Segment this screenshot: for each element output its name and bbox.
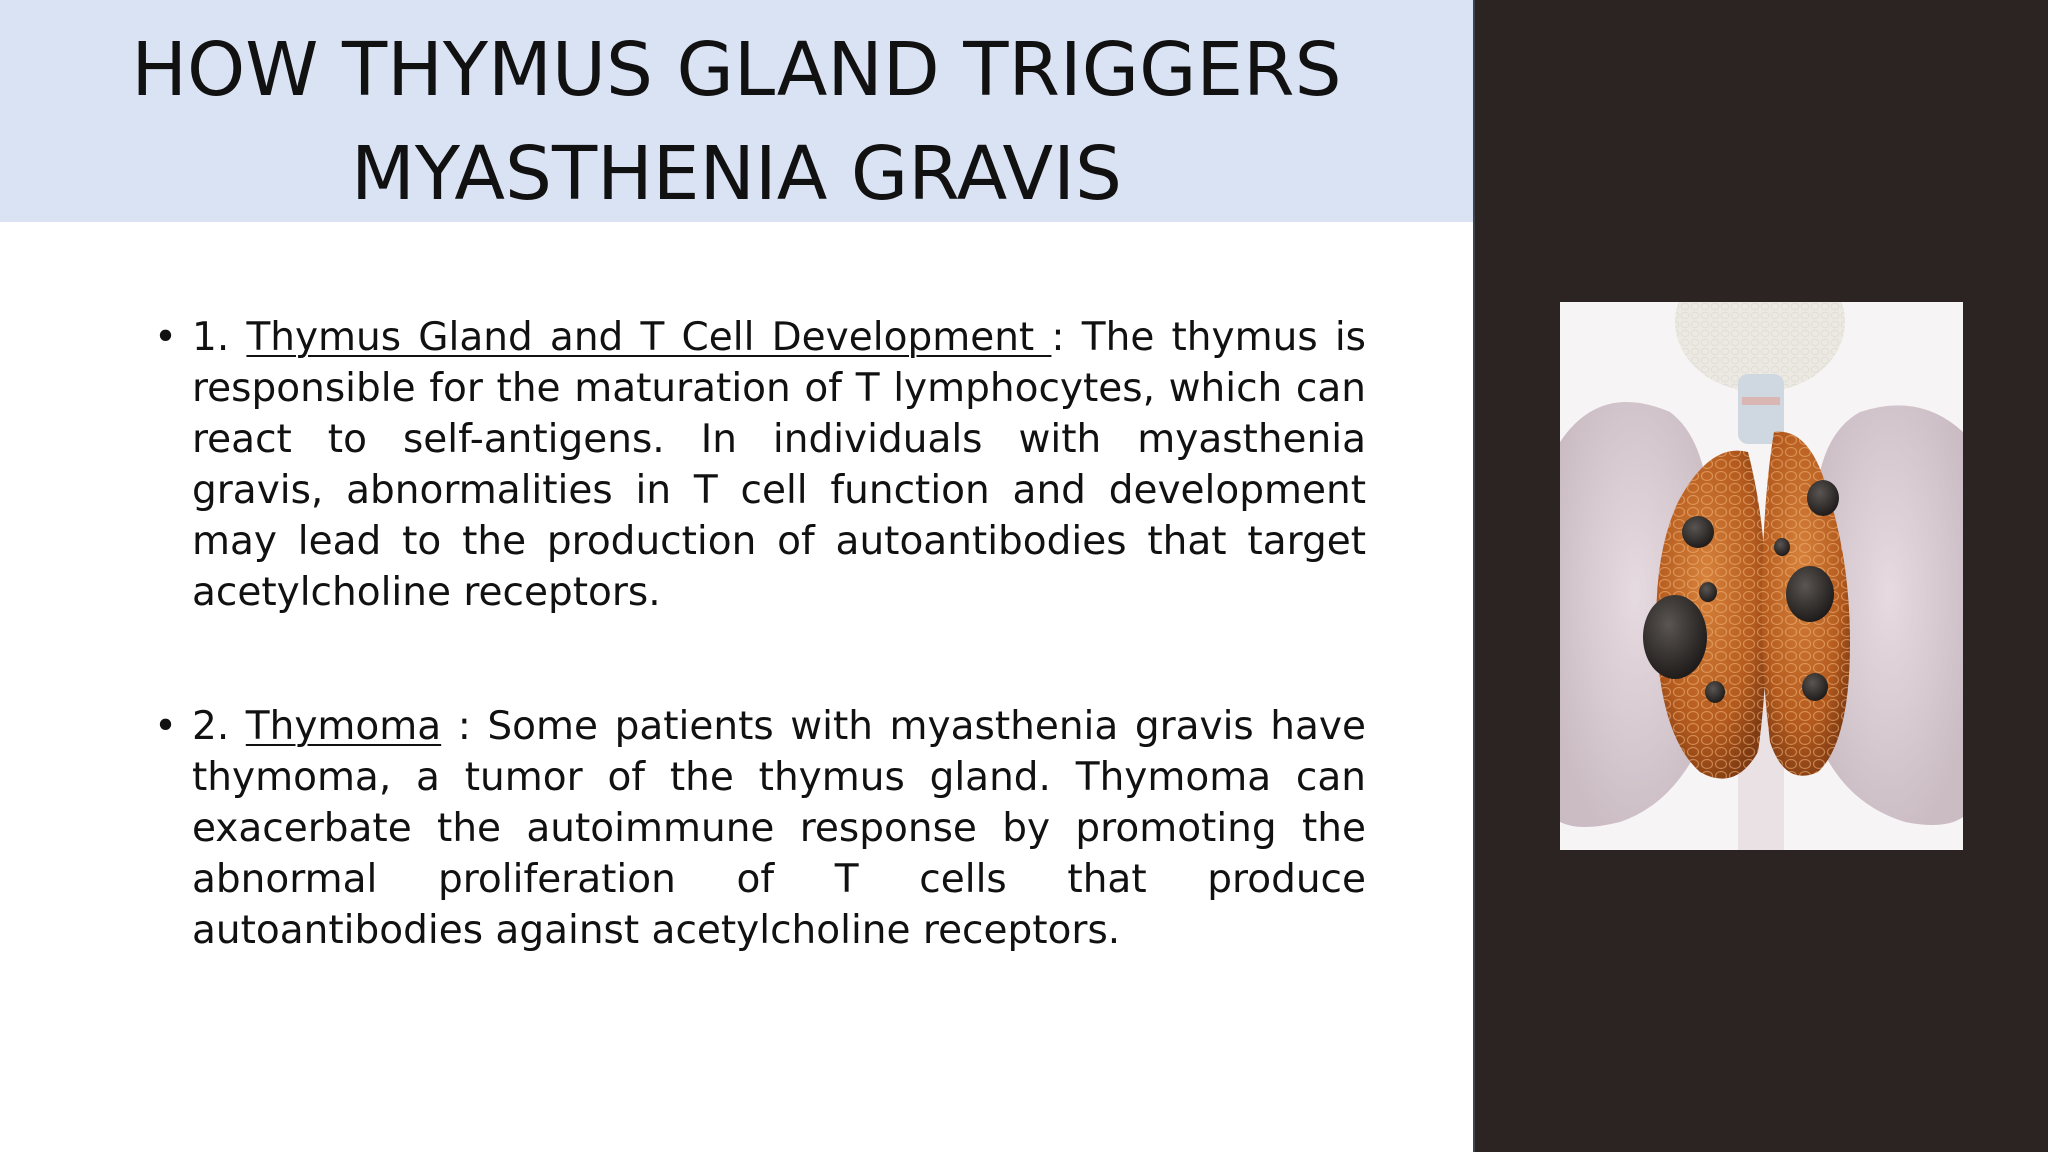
bullet-text: Some patients with myasthenia gravis have thymoma, a tumor of the thymus gland. Thymoma can exacerbate the autoimmune response by promoting the abnormal proliferation of T cells that produce autoantibodies against acetylcholine receptors.	[192, 704, 1366, 953]
thymus-illustration-icon	[1560, 302, 1963, 850]
bullet-number: 1.	[192, 315, 230, 360]
bullet-marker: •	[154, 315, 178, 360]
bullet-number: 2.	[192, 704, 230, 749]
bullet-marker: •	[154, 704, 178, 749]
slide-title	[0, 18, 1473, 226]
bullet-heading: Thymus Gland and T Cell Development	[246, 315, 1052, 360]
thymus-illustration-image	[1560, 302, 1963, 850]
bullet-item-1	[150, 312, 1366, 618]
bullet-heading: Thymoma	[245, 704, 442, 749]
bullet-text: The thymus is responsible for the maturation of T lymphocytes, which can react to self-antigens. In individuals with myasthenia gravis, abnormalities in T cell function and development may lead to the production of autoantibodies that target acetylcholine receptors.	[192, 315, 1366, 615]
bullet-separator: :	[441, 704, 471, 749]
bullet-separator: :	[1051, 315, 1065, 360]
bullet-list	[150, 312, 1366, 956]
slide-title-line2: MYASTHENIA GRAVIS	[351, 131, 1122, 217]
slide-title-line1: HOW THYMUS GLAND TRIGGERS	[131, 27, 1342, 113]
bullet-item-2	[150, 701, 1366, 956]
